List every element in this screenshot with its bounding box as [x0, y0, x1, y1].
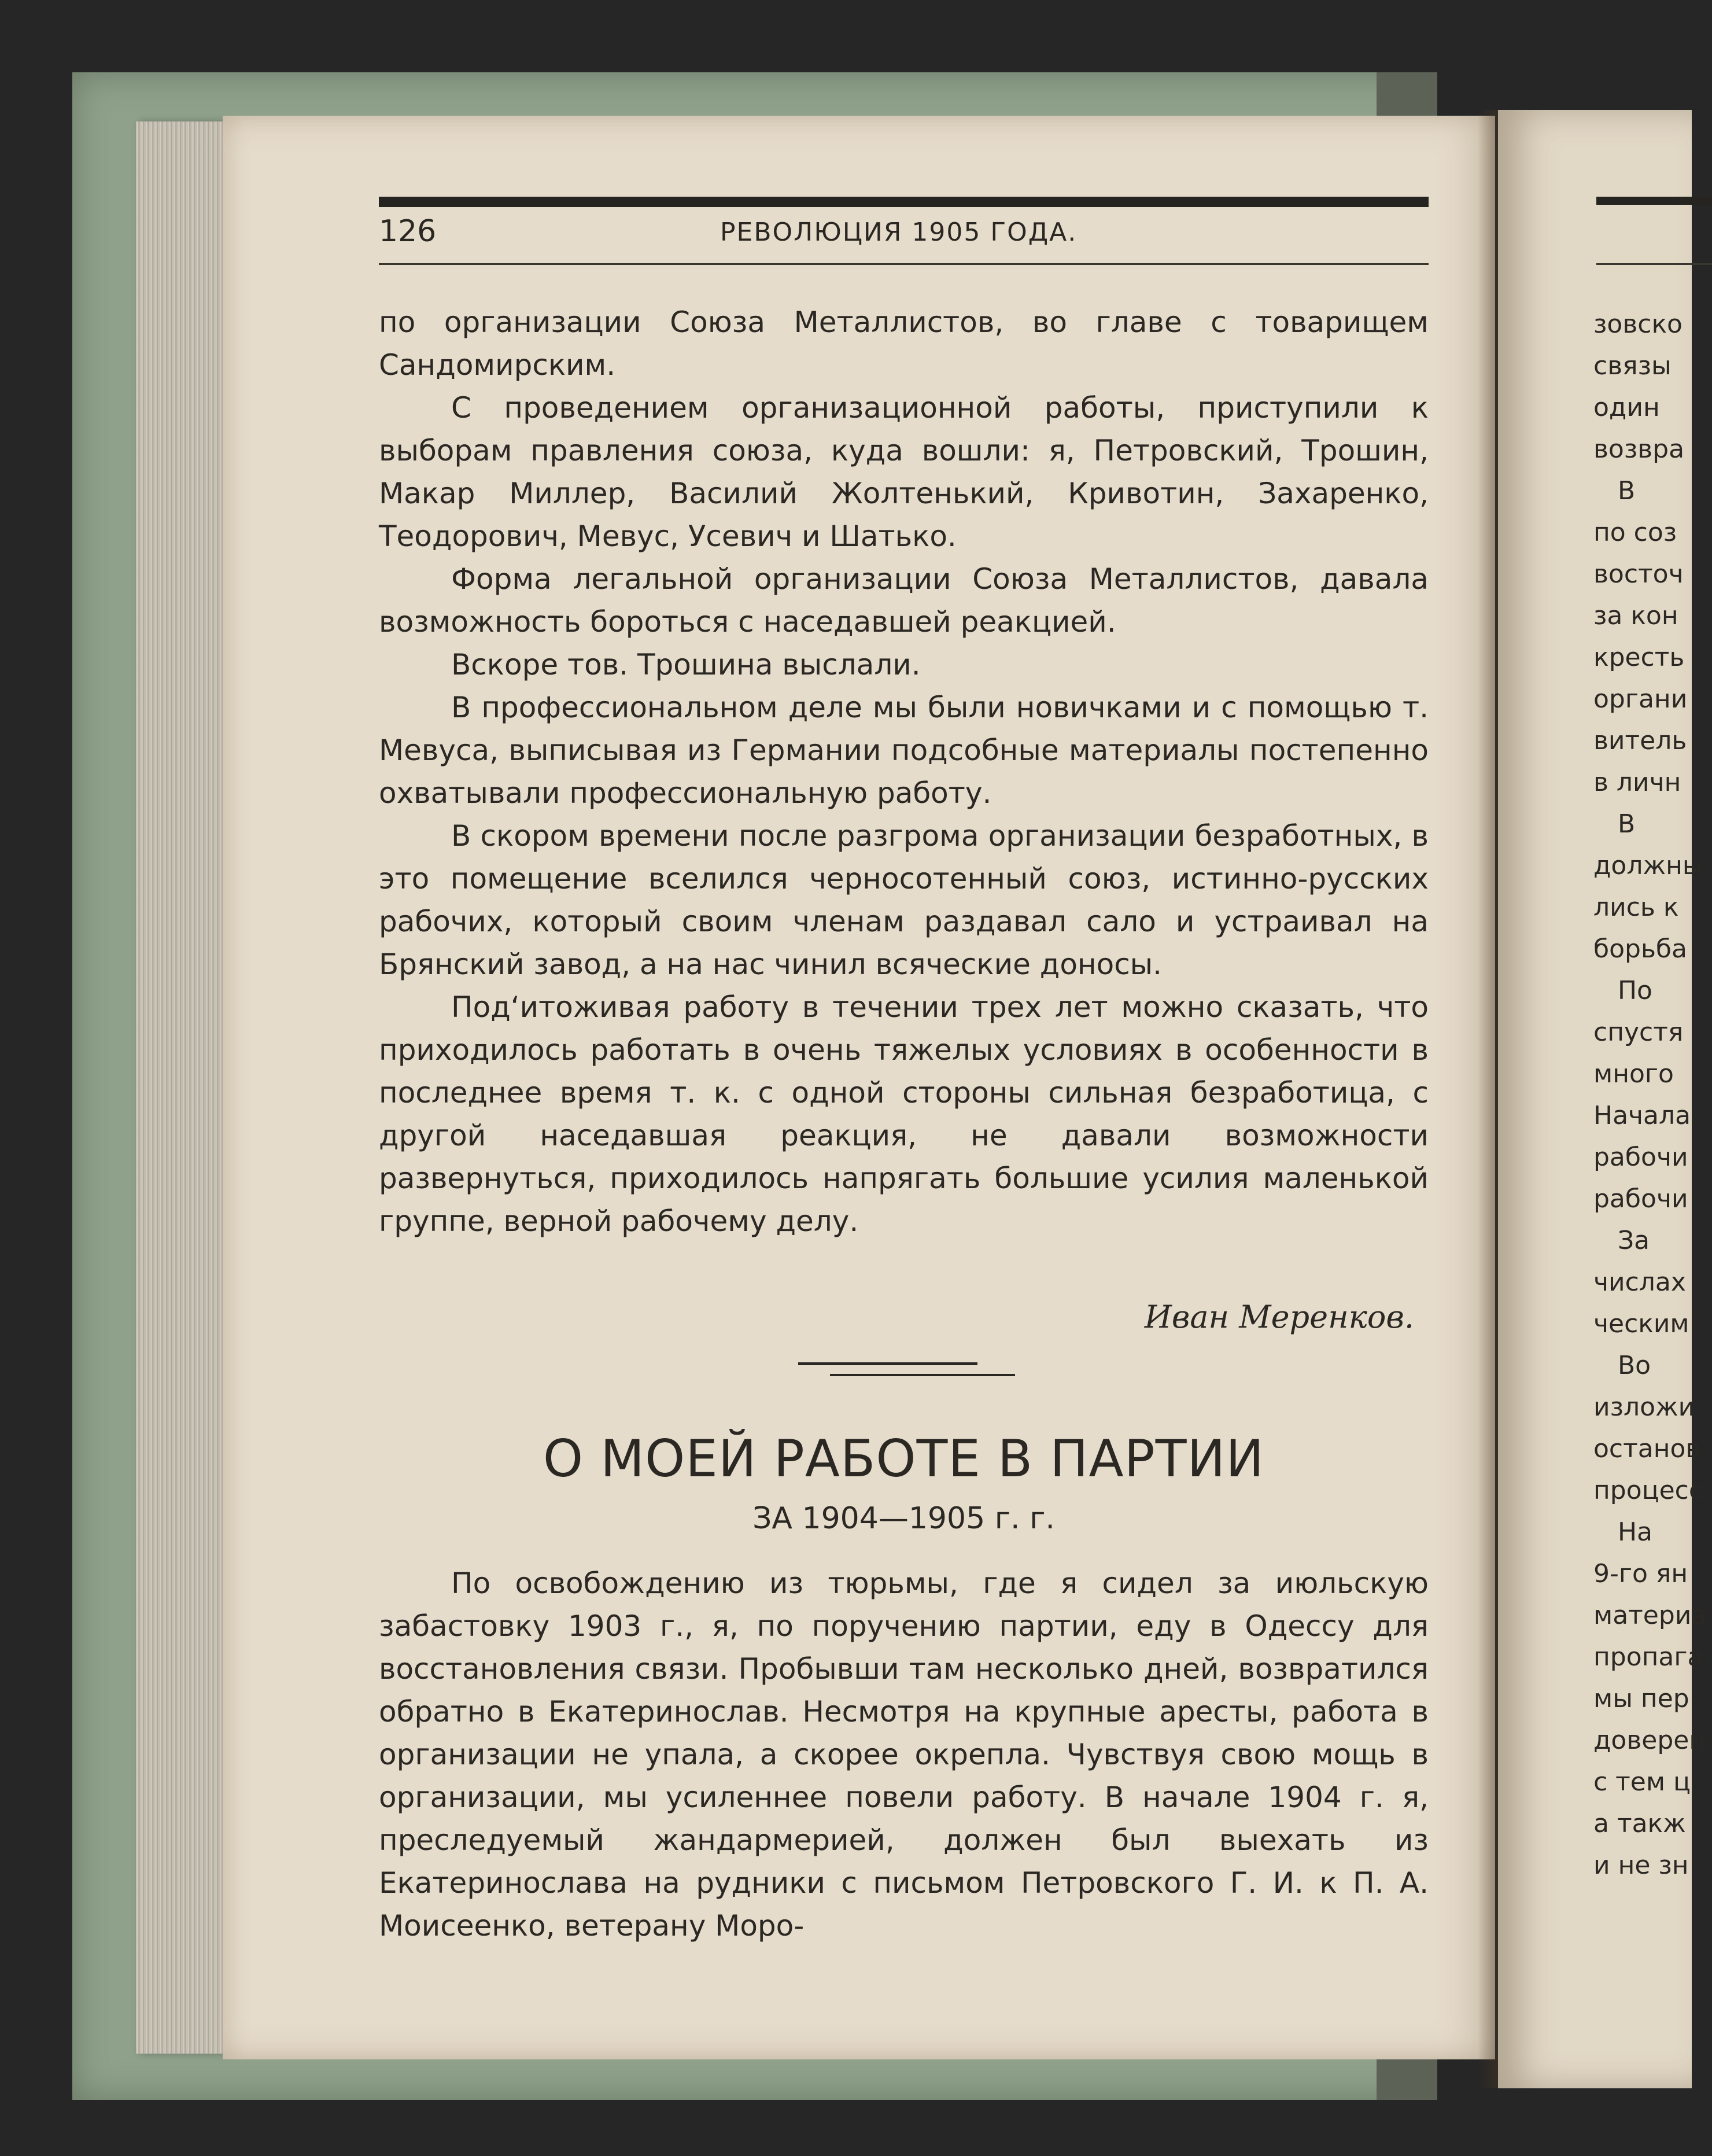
paragraph: В профессиональном деле мы были новичками и с помощью т. Мевуса, выписывая из Германии подсобные материалы постепенно охватывали профессиональную работу.	[379, 691, 1429, 810]
header-rule-thin	[379, 263, 1429, 265]
right-page-line: один	[1593, 393, 1660, 422]
right-page-line: а такж	[1593, 1809, 1686, 1838]
right-page-line: восточ	[1593, 559, 1684, 589]
header-rule-thick	[379, 197, 1429, 207]
right-page-line: и не зн	[1593, 1851, 1689, 1880]
right-page-line: спустя	[1593, 1018, 1684, 1047]
right-page-line: за кон	[1593, 601, 1678, 631]
paragraph: Вскоре тов. Трошина выслали.	[451, 648, 921, 681]
paragraph: по организации Союза Металлистов, во главе с товарищем Сандомирским.	[379, 305, 1429, 382]
section-title: О МОЕЙ РАБОТЕ В ПАРТИИ	[543, 1429, 1265, 1488]
right-page-line: Начала	[1593, 1101, 1691, 1130]
right-page-line: В	[1593, 809, 1636, 839]
right-page-line: связы	[1593, 351, 1672, 381]
right-page-line: рабочи	[1593, 1143, 1688, 1172]
right-page-line: рабочи	[1593, 1184, 1688, 1214]
right-page-line: Во	[1593, 1351, 1651, 1380]
right-page-header-rule-thin	[1596, 263, 1712, 265]
page-header	[379, 214, 1429, 255]
right-page-line: зовско	[1593, 309, 1683, 339]
right-page-text	[1593, 304, 1707, 1886]
page-number: 126	[379, 214, 437, 249]
page-stack-edges	[136, 121, 228, 2054]
right-page-line: ческим	[1593, 1309, 1689, 1339]
right-page-line: возвра	[1593, 434, 1685, 464]
section-separator	[798, 1362, 977, 1365]
right-page-line: много	[1593, 1059, 1674, 1089]
right-page-line: органи	[1593, 684, 1688, 714]
article-1-body	[379, 301, 1429, 1243]
right-page-line: За	[1593, 1226, 1650, 1255]
right-page-line: В	[1593, 476, 1636, 506]
paragraph: По освобождению из тюрьмы, где я сидел за июльскую забастовку 1903 г., я, по поручению партии, еду в Одессу для восстановления связи. Пробывши там несколько дней, возвратился обратно в Екатеринослав. Несмотря на крупные аресты, работа в организации не упала, а скорее окрепла. Чувствуя свою мощь в организации, мы усиленнее повели работу. В начале 1904 г. я, преследуемый жандармерией, должен был выехать из Екатеринослава на рудники с письмом Петровского Г. И. к П. А. Моисеенко, ветерану Моро-	[379, 1567, 1429, 1943]
paragraph: Под‘итоживая работу в течении трех лет можно сказать, что приходилось работать в очень тяжелых условиях в особенности в последнее время т. к. с одной стороны сильная безработица, с другой наседавшая реакция, не давали возможности развернуться, приходилось напрягать большие усилия маленькой группе, верной рабочему делу.	[379, 990, 1429, 1238]
paragraph: В скором времени после разгрома организации безработных, в это помещение вселился черносотенный союз, истинно-русских рабочих, который своим членам раздавал сало и устраивал на Брянский завод, а на нас чинил всяческие доносы.	[379, 819, 1429, 981]
section-separator	[830, 1374, 1015, 1376]
right-page-line: изложи	[1593, 1392, 1695, 1422]
right-page-line: процесс	[1593, 1476, 1703, 1505]
running-head: РЕВОЛЮЦИЯ 1905 ГОДА.	[720, 218, 1078, 247]
right-page-line: с тем ц	[1593, 1767, 1691, 1797]
right-page	[1498, 110, 1707, 2088]
right-page-line: числах	[1593, 1267, 1686, 1297]
right-page-header-rule	[1596, 197, 1712, 205]
paragraph: Форма легальной организации Союза Металлистов, давала возможность бороться с наседавшей реакцией.	[379, 562, 1429, 639]
author-signature: Иван Меренков.	[1144, 1299, 1414, 1335]
right-page-line: кресть	[1593, 643, 1685, 672]
right-page-line: в личн	[1593, 768, 1681, 797]
article-2-body	[379, 1562, 1429, 1947]
right-page-line: 9-го ян	[1593, 1559, 1688, 1589]
right-page-line: пропага	[1593, 1642, 1703, 1672]
right-page-line: должны	[1593, 851, 1703, 880]
right-page-line: по соз	[1593, 518, 1677, 547]
right-page-line: доверен	[1593, 1726, 1706, 1755]
right-page-line: лись к	[1593, 893, 1679, 922]
right-page-line: останов	[1593, 1434, 1701, 1464]
right-page-line: витель	[1593, 726, 1687, 755]
right-page-line: мы пер	[1593, 1684, 1689, 1713]
right-page-line: борьба	[1593, 934, 1688, 964]
right-page-line: По	[1593, 976, 1652, 1005]
right-page-line: На	[1593, 1517, 1653, 1547]
paragraph: С проведением организационной работы, приступили к выборам правления союза, куда вошли: я, Петровский, Трошин, Макар Миллер, Василий Жолтенький, Кривотин, Захаренко, Теодорович, Мевус, Усевич и Шатько.	[379, 391, 1429, 553]
right-page-line: материа	[1593, 1601, 1707, 1630]
section-subtitle: ЗА 1904—1905 г. г.	[752, 1501, 1055, 1536]
